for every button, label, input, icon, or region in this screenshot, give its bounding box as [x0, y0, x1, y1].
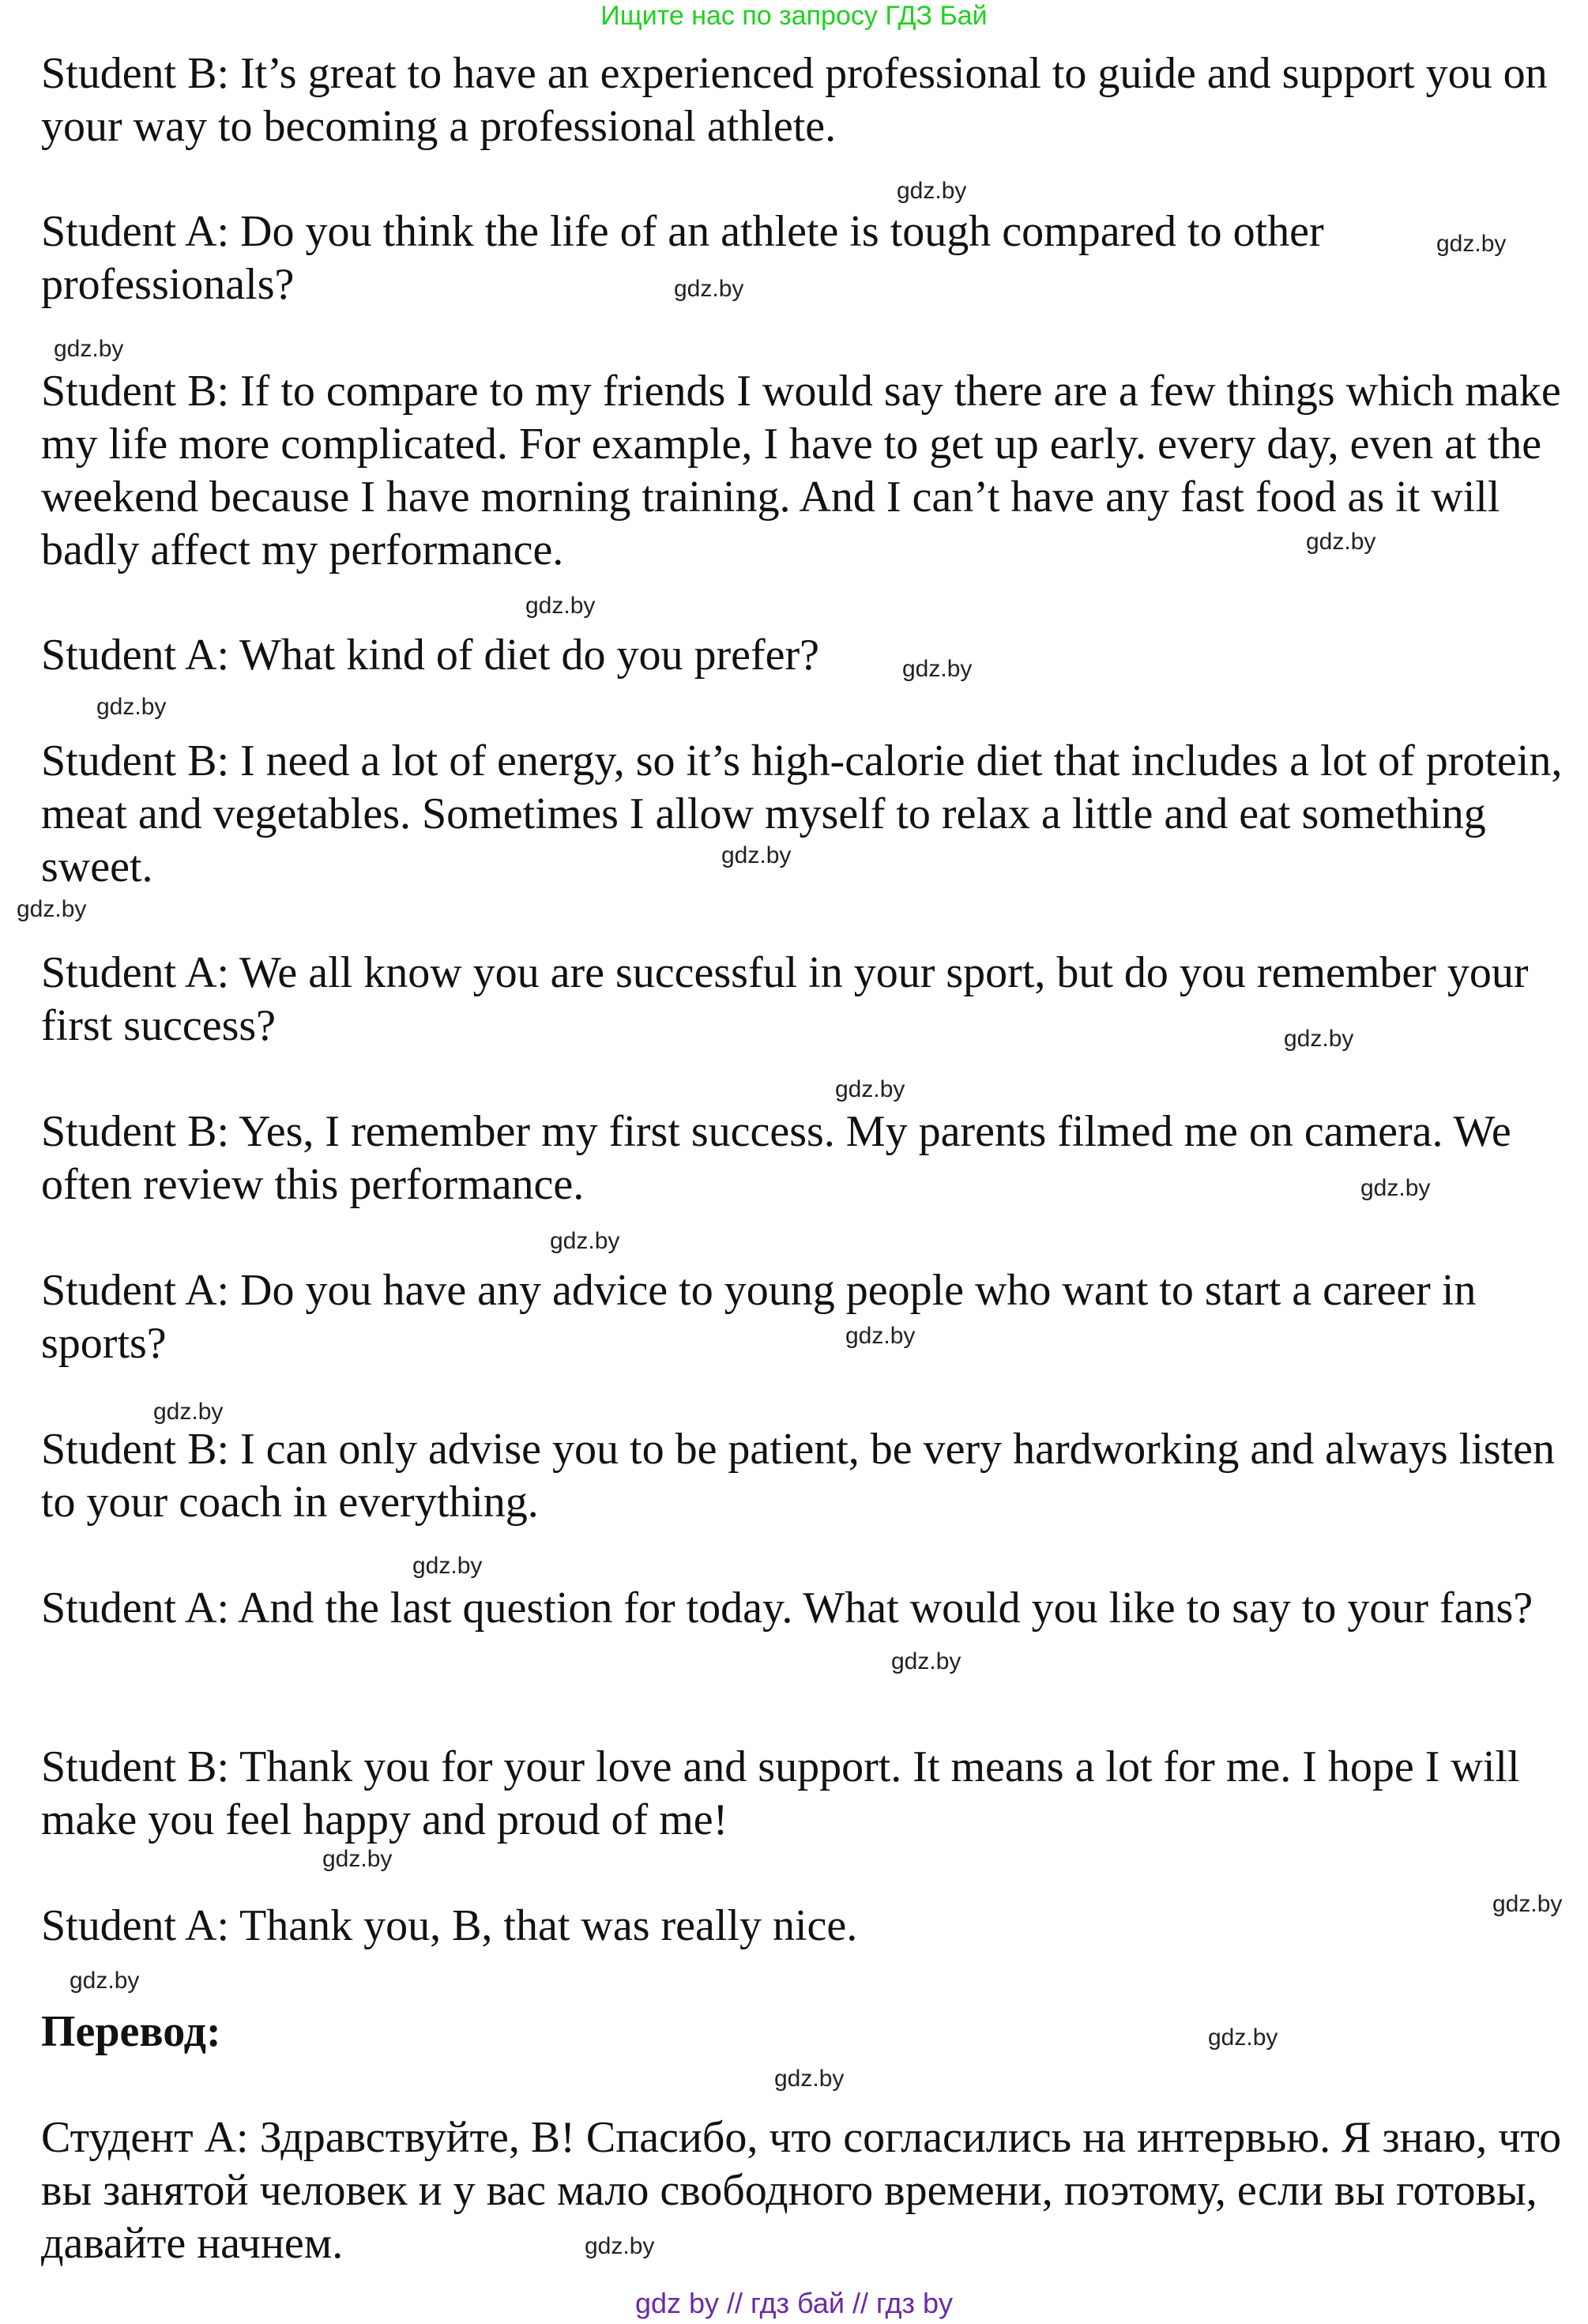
translation-heading: Перевод:: [41, 2007, 221, 2056]
watermark: gdz.by: [525, 593, 596, 619]
dialogue-paragraph: Student A: Do you think the life of an athlete is tough compared to other professionals?: [41, 207, 1324, 309]
watermark: gdz.by: [1208, 2025, 1278, 2051]
watermark: gdz.by: [774, 2066, 845, 2092]
dialogue-paragraph: Student B: Thank you for your love and support. It means a lot for me. I hope I will make you feel happy and proud of me!: [41, 1742, 1520, 1844]
dialogue-paragraph: Student B: Yes, I remember my first success. My parents filmed me on camera. We often review this performance.: [41, 1107, 1511, 1209]
dialogue-paragraph: Student B: I can only advise you to be patient, be very hardworking and always listen to your coach in everything.: [41, 1425, 1556, 1527]
watermark: gdz.by: [550, 1228, 620, 1254]
footer-links: gdz by // гдз бай // гдз by: [634, 2287, 954, 2319]
watermark: gdz.by: [1436, 231, 1507, 257]
watermark: gdz.by: [17, 896, 87, 922]
watermark: gdz.by: [54, 336, 124, 362]
dialogue-paragraph: Student A: And the last question for today. What would you like to say to your fans?: [41, 1584, 1533, 1633]
watermark: gdz.by: [891, 1648, 961, 1674]
watermark: gdz.by: [1284, 1026, 1354, 1052]
watermark: gdz.by: [835, 1076, 905, 1102]
dialogue-paragraph: Student A: What kind of diet do you prefer?: [41, 631, 819, 680]
translation-paragraph: Студент А: Здравствуйте, В! Спасибо, что согласились на интервью. Я знаю, что вы занятой человек и у вас мало свободного времени, поэтому, если вы готовы, давайте начнем.: [41, 2113, 1562, 2268]
watermark: gdz.by: [1306, 529, 1376, 555]
watermark: gdz.by: [585, 2233, 655, 2259]
watermark: gdz.by: [96, 694, 167, 720]
watermark: gdz.by: [721, 842, 792, 868]
dialogue-paragraph: Student B: I need a lot of energy, so it’s high-calorie diet that includes a lot of protein, meat and vegetables. Sometimes I allow myself to relax a little and eat something sweet.: [41, 736, 1563, 891]
watermark: gdz.by: [897, 178, 967, 204]
watermark: gdz.by: [412, 1553, 483, 1579]
watermark: gdz.by: [845, 1323, 916, 1349]
watermark: gdz.by: [674, 276, 744, 302]
watermark: gdz.by: [153, 1399, 224, 1425]
watermark: gdz.by: [70, 1968, 140, 1994]
dialogue-paragraph: Student B: If to compare to my friends I would say there are a few things which make my life more complicated. For example, I have to get up early. every day, even at the weekend because I have morning training. And I can’t have any fast food as it will badly affect my performance.: [41, 367, 1561, 574]
watermark: gdz.by: [1360, 1175, 1431, 1201]
watermark: gdz.by: [902, 656, 973, 682]
dialogue-paragraph: Student B: It’s great to have an experienced professional to guide and support you on your way to becoming a professional athlete.: [41, 49, 1548, 151]
watermark: gdz.by: [1492, 1891, 1563, 1917]
watermark: gdz.by: [322, 1846, 393, 1872]
top-banner: Ищите нас по запросу ГДЗ Бай: [600, 1, 988, 31]
dialogue-paragraph: Student A: We all know you are successful in your sport, but do you remember your first success?: [41, 948, 1529, 1050]
dialogue-paragraph: Student A: Do you have any advice to young people who want to start a career in sports?: [41, 1266, 1477, 1368]
dialogue-paragraph: Student A: Thank you, B, that was really nice.: [41, 1901, 858, 1950]
